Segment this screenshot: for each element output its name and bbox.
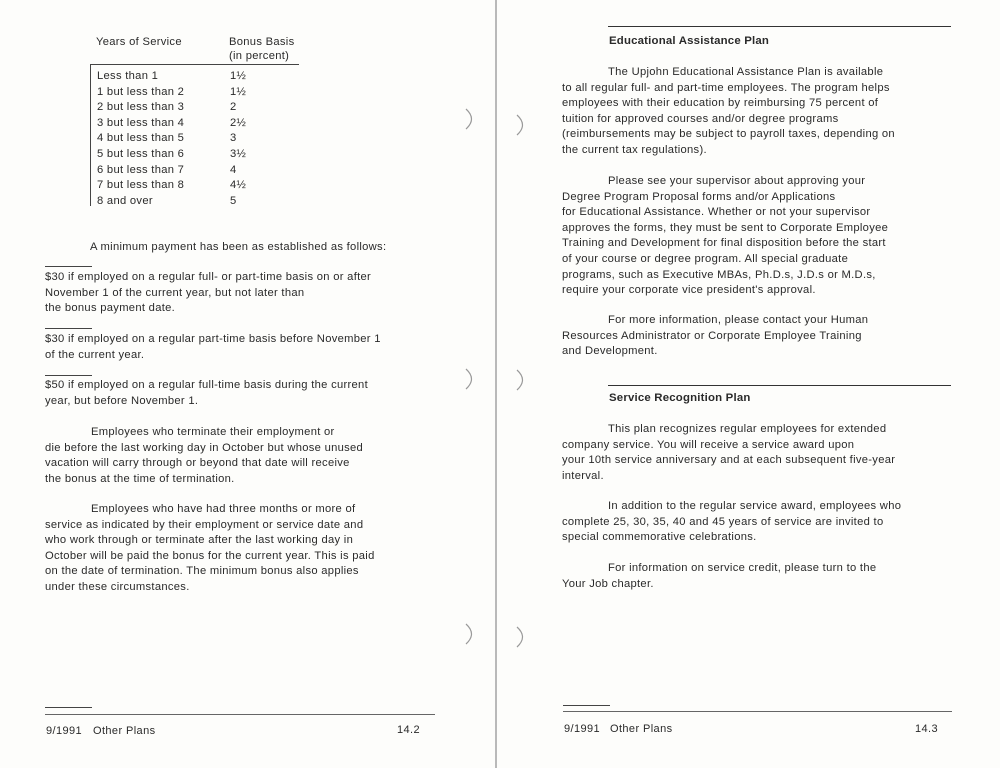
edu-p2-line: for Educational Assistance. Whether or not your supervisor <box>562 206 871 219</box>
termination-line: Employees who terminate their employment or <box>91 426 335 438</box>
right-page <box>497 0 1000 768</box>
basis-cell: 2 <box>230 101 237 114</box>
payment-item-1 <box>45 270 371 317</box>
three-months-line: under these circumstances. <box>45 580 190 593</box>
footer-rule <box>45 714 435 715</box>
punch-hole-mark <box>464 368 478 390</box>
payment-1-line: $30 if employed on a regular full- or part-time basis on or after <box>45 271 372 283</box>
payment-3-line: $50 if employed on a regular full-time basis during the current <box>45 379 368 391</box>
years-cell: Less than 1 <box>97 70 159 82</box>
years-cell: 8 and over <box>97 194 153 207</box>
edu-p2-line: Training and Development for final disposition before the start <box>562 237 886 250</box>
basis-cell: 1½ <box>230 85 247 98</box>
minimum-payment-intro: A minimum payment has been as established as follows: <box>90 241 387 253</box>
basis-cell: 3½ <box>230 147 247 160</box>
punch-hole-mark <box>515 114 529 136</box>
svc-p3-line: For information on service credit, please turn to the <box>608 562 877 574</box>
svc-p2-line: special commemorative celebrations. <box>562 531 757 544</box>
footer-date: 9/1991 <box>564 723 601 735</box>
footer-short-rule <box>563 705 610 706</box>
punch-hole-mark <box>464 108 478 130</box>
payment-2-line: of the current year. <box>45 348 145 361</box>
bonus-table-row <box>97 69 246 85</box>
edu-paragraph-1 <box>562 65 895 159</box>
page-number: 14.3 <box>915 723 939 735</box>
edu-paragraph-3 <box>562 313 868 360</box>
payment-rule-3 <box>45 375 92 376</box>
payment-3-line: year, but before November 1. <box>45 394 199 407</box>
edu-p2-line: require your corporate vice president's approval. <box>562 284 816 297</box>
years-cell: 7 but less than 8 <box>97 179 185 192</box>
edu-p1-line: employees with their education by reimbursing 75 percent of <box>562 97 879 110</box>
edu-p2-line: Degree Program Proposal forms and/or Applications <box>562 190 836 203</box>
punch-hole-mark <box>515 369 529 391</box>
svc-p1-line: This plan recognizes regular employees for extended <box>608 423 887 435</box>
payment-1-line: November 1 of the current year, but not later than <box>45 286 305 299</box>
payment-2-line: $30 if employed on a regular part-time basis before November 1 <box>45 333 381 345</box>
footer-section: Other Plans <box>610 723 673 735</box>
three-months-paragraph <box>45 502 375 596</box>
edu-p1-line: to all regular full- and part-time employees. The program helps <box>562 81 890 94</box>
three-months-line: service as indicated by their employment or service date and <box>45 518 364 531</box>
payment-item-3 <box>45 378 368 409</box>
edu-p2-line: of your course or degree program. All special graduate <box>562 252 849 265</box>
bonus-table-row <box>97 100 246 116</box>
footer-date: 9/1991 <box>46 725 83 737</box>
payment-rule-2 <box>45 328 92 329</box>
three-months-line: Employees who have had three months or more of <box>91 503 356 515</box>
years-cell: 2 but less than 3 <box>97 101 185 114</box>
edu-p2-line: approves the forms, they must be sent to Corporate Employee <box>562 221 889 234</box>
basis-cell: 5 <box>230 194 237 207</box>
footer-short-rule <box>45 707 92 708</box>
basis-cell: 3 <box>230 132 237 145</box>
years-cell: 6 but less than 7 <box>97 163 185 176</box>
svc-p3-line: Your Job chapter. <box>562 577 654 590</box>
edu-p3-line: Resources Administrator or Corporate Employee Training <box>562 329 862 342</box>
termination-line: vacation will carry through or beyond that date will receive <box>45 457 350 470</box>
termination-line: die before the last working day in October but whose unused <box>45 441 364 454</box>
edu-p1-line: the current tax regulations). <box>562 143 707 156</box>
page-number: 14.2 <box>397 724 421 736</box>
edu-p1-line: (reimbursements may be subject to payroll taxes, depending on <box>562 128 895 141</box>
years-cell: 3 but less than 4 <box>97 116 185 129</box>
bonus-basis-unit: (in percent) <box>229 50 290 62</box>
svc-p2-line: In addition to the regular service award, employees who <box>608 500 902 512</box>
edu-p3-line: For more information, please contact your Human <box>608 314 869 326</box>
years-cell: 5 but less than 6 <box>97 147 185 160</box>
bonus-table-row <box>97 85 246 101</box>
years-cell: 1 but less than 2 <box>97 85 185 98</box>
bonus-table-row <box>97 178 246 194</box>
payment-1-line: the bonus payment date. <box>45 302 176 315</box>
termination-paragraph <box>45 425 363 487</box>
table-left-rule <box>90 65 91 206</box>
edu-p2-line: programs, such as Executive MBAs, Ph.D.s, J.D.s or M.D.s, <box>562 268 876 281</box>
years-cell: 4 but less than 5 <box>97 132 185 145</box>
bonus-table-row <box>97 147 246 163</box>
svc-paragraph-2 <box>562 499 901 546</box>
svc-heading-rule <box>608 385 951 386</box>
edu-p3-line: and Development. <box>562 345 658 358</box>
table-top-rule <box>90 64 299 65</box>
three-months-line: who work through or terminate after the last working day in <box>45 534 354 547</box>
bonus-table-row <box>97 131 246 147</box>
footer-section: Other Plans <box>93 725 156 737</box>
edu-p1-line: The Upjohn Educational Assistance Plan is available <box>608 66 884 78</box>
basis-cell: 1½ <box>230 70 247 82</box>
svc-heading: Service Recognition Plan <box>609 392 751 404</box>
left-page <box>0 0 496 768</box>
bonus-table-row <box>97 194 246 210</box>
svc-paragraph-3 <box>562 561 876 592</box>
svc-p2-line: complete 25, 30, 35, 40 and 45 years of service are invited to <box>562 515 884 528</box>
footer-rule <box>563 711 952 712</box>
basis-cell: 2½ <box>230 116 247 129</box>
payment-item-2 <box>45 332 381 363</box>
three-months-line: on the date of termination. The minimum bonus also applies <box>45 565 359 578</box>
edu-p1-line: tuition for approved courses and/or degree programs <box>562 112 839 125</box>
edu-paragraph-2 <box>562 174 888 299</box>
basis-cell: 4 <box>230 163 237 176</box>
payment-rule-1 <box>45 266 92 267</box>
years-of-service-header: Years of Service <box>96 36 182 48</box>
bonus-basis-header: Bonus Basis <box>229 36 295 48</box>
three-months-line: October will be paid the bonus for the current year. This is paid <box>45 549 375 562</box>
edu-heading-rule <box>608 26 951 27</box>
svc-p1-line: your 10th service anniversary and at each subsequent five-year <box>562 454 896 467</box>
punch-hole-mark <box>515 626 529 648</box>
svc-p1-line: interval. <box>562 469 604 482</box>
basis-cell: 4½ <box>230 179 247 192</box>
svc-p1-line: company service. You will receive a service award upon <box>562 438 855 451</box>
bonus-table-row <box>97 116 246 132</box>
bonus-table-row <box>97 163 246 179</box>
bonus-table <box>97 69 246 209</box>
svc-paragraph-1 <box>562 422 895 484</box>
termination-line: the bonus at the time of termination. <box>45 472 235 485</box>
edu-heading: Educational Assistance Plan <box>609 35 770 47</box>
punch-hole-mark <box>464 623 478 645</box>
edu-p2-line: Please see your supervisor about approving your <box>608 175 866 187</box>
